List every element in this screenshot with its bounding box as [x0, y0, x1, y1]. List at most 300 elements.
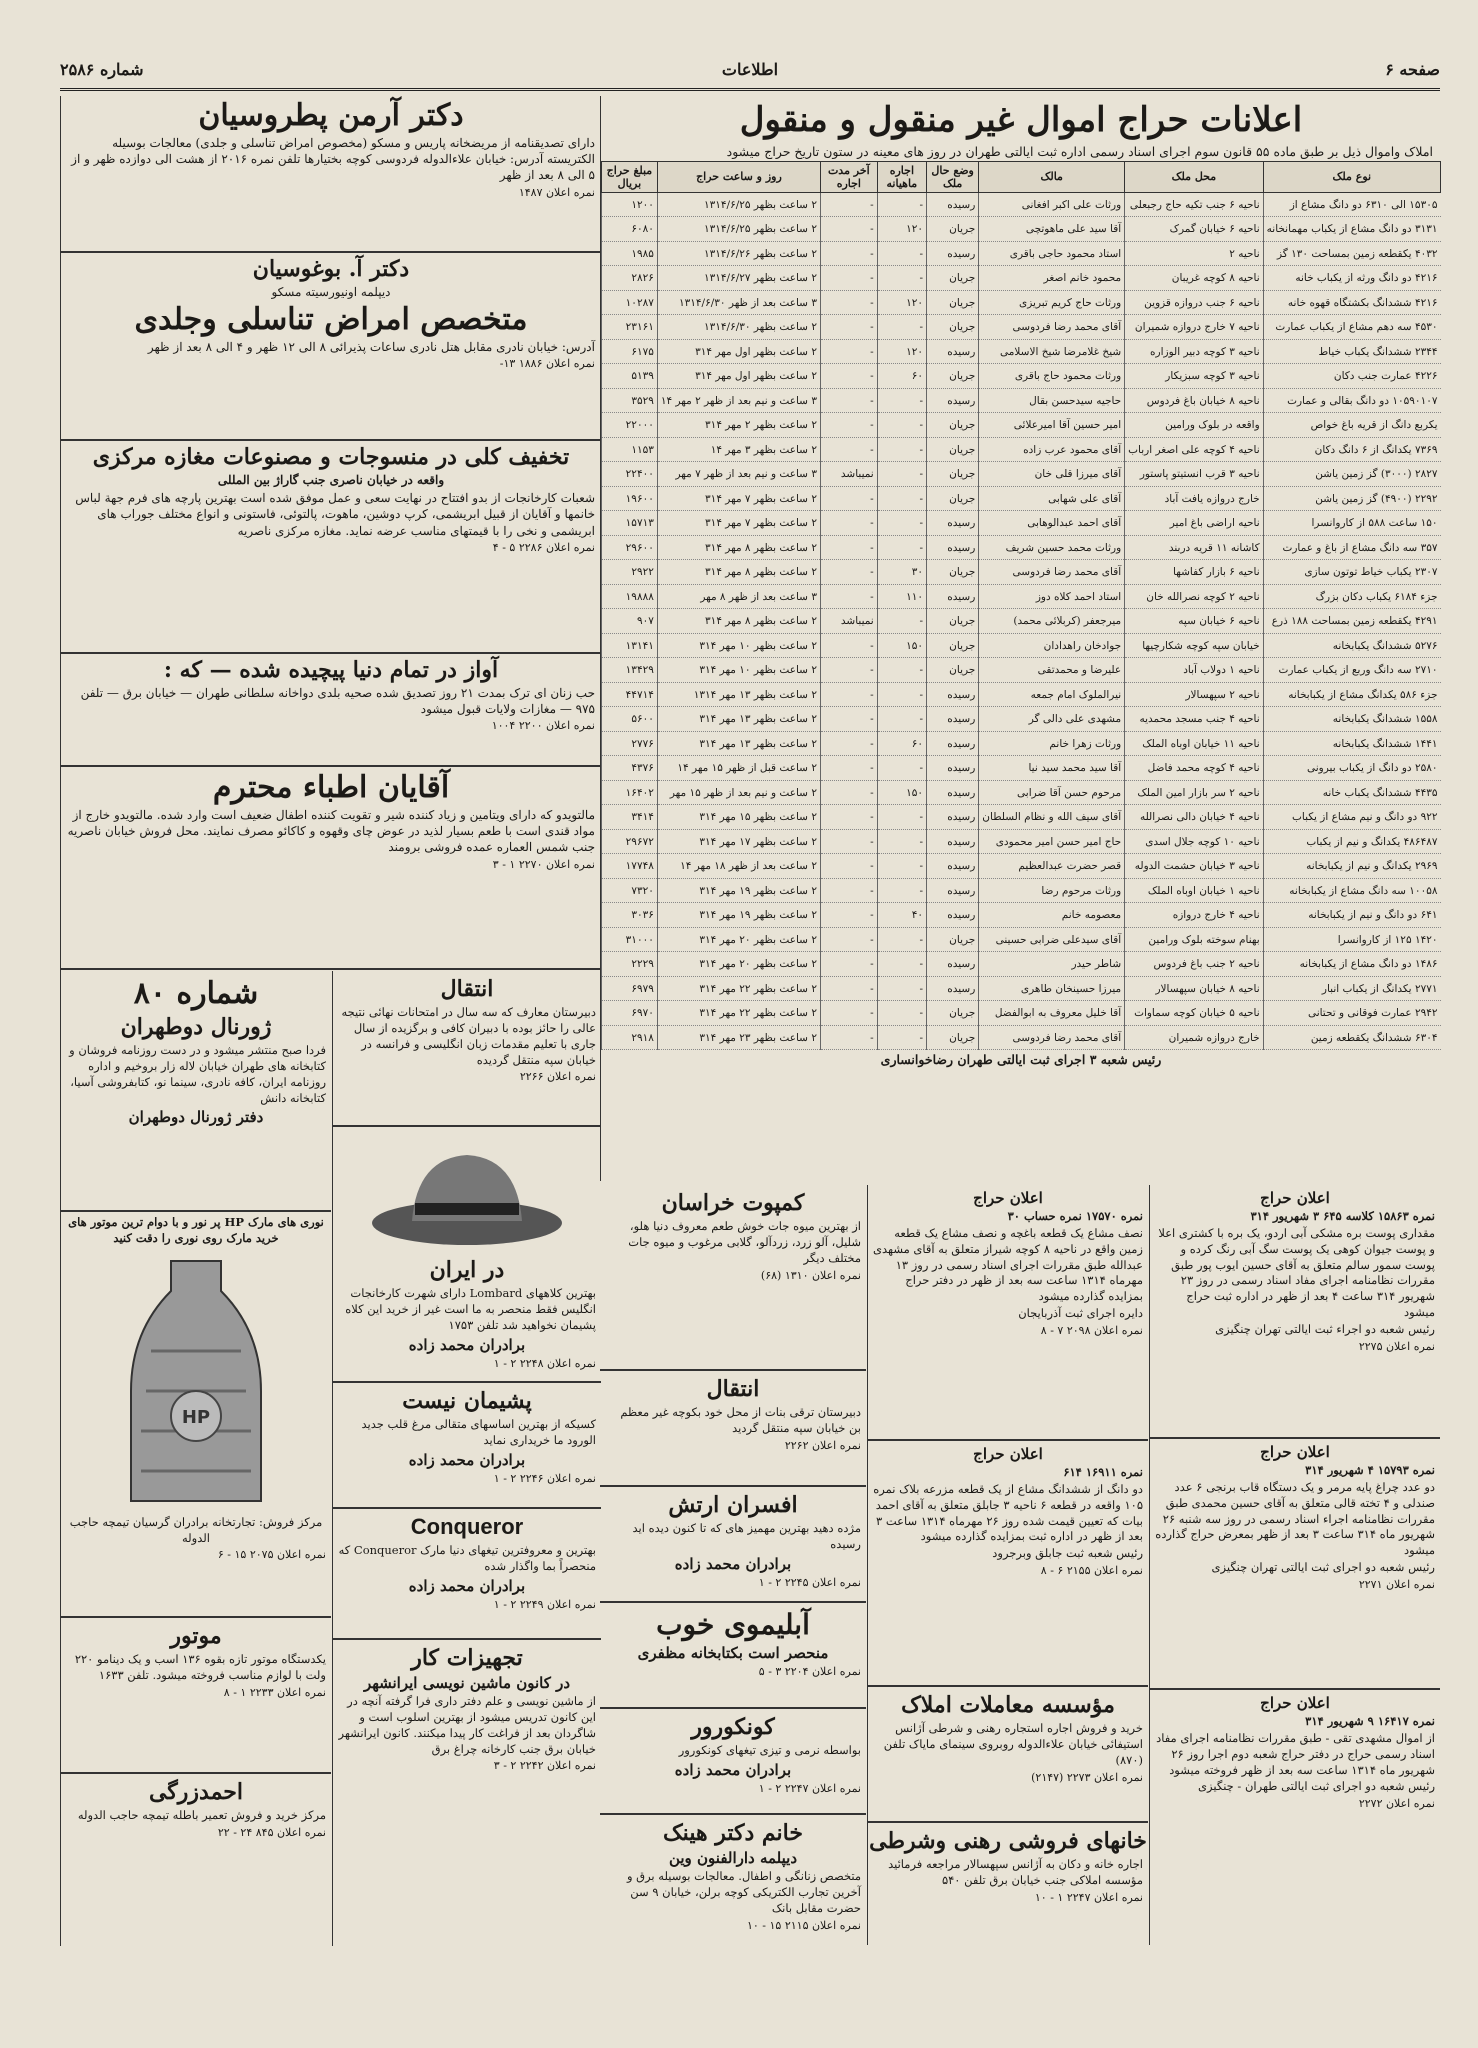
ad-body: اجاره خانه و دکان به آژانس سپهسالار مراجعه فرمائید مؤسسه املاکی جنب خیابان برق تلفن ۵۴۰ — [888, 1857, 1143, 1887]
ad-code: ۳ - ۵ — [758, 1665, 782, 1678]
auction-cell: آقای سیدعلی ضرابی حسینی — [979, 927, 1125, 952]
auction-column-header: آخر مدت اجاره — [820, 161, 877, 192]
auction-cell: امیر حسین آقا امیرعلائی — [979, 413, 1125, 438]
auction-cell: حاجیه سیدحسن بقال — [979, 388, 1125, 413]
ad-real-estate — [868, 1687, 1148, 1823]
ad-auction-5 — [868, 1441, 1148, 1687]
ad-title: تجهیزات کار — [411, 1645, 523, 1671]
grid-col-middle — [867, 1185, 1148, 1945]
ad-body: از اموال مشهدی تقی - طبق مقررات نظامنامه اجرای مفاد اسناد رسمی حراج در دفتر حراج شعبه دوم اجرا روز ۲۶ شهریور ماه ۱۳۱۴ ساعت سه بعد از ظهر فروخته میشود — [1156, 1730, 1435, 1777]
auction-cell: واقعه در بلوک ورامین — [1125, 413, 1263, 438]
auction-cell: جریان — [927, 1001, 979, 1026]
auction-cell: ۱۲۰ — [877, 217, 926, 242]
ad-transfer-1 — [333, 971, 601, 1127]
auction-row — [602, 486, 1441, 511]
auction-row — [602, 560, 1441, 585]
ad-number: نمره اعلان ۲۰۹۸ — [1066, 1324, 1143, 1338]
auction-row — [602, 339, 1441, 364]
ad-title: اعلان حراج — [973, 1189, 1043, 1207]
auction-cell: ۲ ساعت بظهر ۳ مهر ۱۴ — [657, 437, 820, 462]
auction-column-header: روز و ساعت حراج — [657, 161, 820, 192]
ad-code: ۱ - ۳ — [492, 857, 516, 871]
auction-row — [602, 511, 1441, 536]
auction-cell: - — [877, 266, 926, 291]
ad-auction-4 — [868, 1185, 1148, 1441]
auction-cell: - — [820, 878, 877, 903]
auction-cell: ناحیه ۴ خیابان دالی نصرالله — [1125, 805, 1263, 830]
auction-cell: ۹۰۷ — [602, 609, 658, 634]
ad-subtitle: واقعه در خیابان ناصری جنب گاراژ بین المللی — [217, 473, 445, 487]
auction-cell: جزء ۶۱۸۴ یکباب دکان بزرگ — [1263, 584, 1440, 609]
auction-cell: ۲ ساعت بظهر ۸ مهر ۳۱۴ — [657, 535, 820, 560]
auction-cell: آقای محمد رضا فردوسی — [979, 560, 1125, 585]
auction-column-header: اجاره ماهیانه — [877, 161, 926, 192]
auction-cell: نمیباشد — [820, 462, 877, 487]
ad-code: ۲ - ۱ — [758, 1781, 782, 1795]
auction-cell: - — [877, 927, 926, 952]
ad-title: پشیمان نیست — [402, 1388, 532, 1414]
auction-intro: املاک واموال ذیل بر طبق ماده ۵۵ قانون سوم اجرای اسناد رسمی اداره ثبت ایالتی طهران در روز های معینه در ستون تاریخ حراج میشود — [726, 144, 1433, 159]
auction-cell: ۲۷۱۰ سه دانگ وربع از یکباب عمارت — [1263, 658, 1440, 683]
auction-cell: آقا سید محمد سید نیا — [979, 756, 1125, 781]
auction-cell: جزء ۵۸۶ یکدانگ مشاع از یکبابخانه — [1263, 682, 1440, 707]
ad-journal: ژورنال دوطهران — [120, 1014, 272, 1040]
auction-cell: رسیده — [927, 535, 979, 560]
ad-brand: برادران محمد زاده — [674, 1760, 792, 1779]
auction-cell: ناحیه ۶ جنب دروازه قزوین — [1125, 290, 1263, 315]
ad-code: ۷ - ۸ — [1040, 1324, 1064, 1338]
auction-row — [602, 364, 1441, 389]
auction-cell: ۳ ساعت و نیم بعد از ظهر ۲ مهر ۱۴ — [657, 388, 820, 413]
auction-cell: - — [820, 413, 877, 438]
ad-number: نمره اعلان ۲۲۴۲ — [519, 1759, 596, 1773]
auction-cell: ناحیه ۳ کوچه سبزیکار — [1125, 364, 1263, 389]
auction-cell: محمود خانم اصغر — [979, 266, 1125, 291]
auction-cell: ۷۳۲۰ — [602, 878, 658, 903]
auction-cell: ۲۹۶۷۲ — [602, 829, 658, 854]
auction-cell: ۱۴۴۱ ششدانگ یکبابخانه — [1263, 731, 1440, 756]
ad-armen — [61, 96, 601, 253]
auction-cell: - — [877, 486, 926, 511]
auction-cell: جریان — [927, 658, 979, 683]
auction-cell: ۱۴۸۶ دو دانگ مشاع از یکبابخانه — [1263, 952, 1440, 977]
auction-cell: ناحیه ۱ خیابان اوباه الملک — [1125, 878, 1263, 903]
auction-cell: ۲ ساعت بظهر ۱۵ مهر ۳۱۴ — [657, 805, 820, 830]
auction-cell: - — [820, 339, 877, 364]
auction-row — [602, 829, 1441, 854]
auction-row — [602, 658, 1441, 683]
auction-cell: ۱۷۷۴۸ — [602, 854, 658, 879]
ad-code: ۲ - ۱ — [493, 1356, 517, 1370]
auction-cell: ۴۴۳۵ ششدانگ یکباب خانه — [1263, 780, 1440, 805]
ad-title: خانم دکتر هینک — [662, 1820, 803, 1846]
ad-title: افسران ارتش — [668, 1492, 798, 1518]
auction-cell: ۲ ساعت بظهر ۱۳ مهر ۱۳۱۴ — [657, 682, 820, 707]
auction-cell: ناحیه ۳ خیابان حشمت الدوله — [1125, 854, 1263, 879]
auction-row — [602, 535, 1441, 560]
ad-ahmad — [61, 1774, 331, 1928]
auction-column-header: نوع ملک — [1263, 161, 1440, 192]
auction-cell: - — [877, 1001, 926, 1026]
ad-number: نمره اعلان ۸۴۵ — [255, 1825, 326, 1839]
ad-brand: برادران محمد زاده — [408, 1335, 526, 1354]
auction-cell: ناحیه ۶ جنب تکیه حاج رجبعلی — [1125, 192, 1263, 217]
ad-title: دکتر آ. بوغوسیان — [252, 256, 410, 282]
ad-head: نمره ۱۵۸۶۳ کلاسه ۶۴۵ ۳ شهریور ۳۱۴ — [1250, 1209, 1435, 1223]
auction-title: اعلانات حراج اموال غیر منقول و منقول — [739, 100, 1303, 140]
auction-cell: ۱۵۷۱۳ — [602, 511, 658, 536]
auction-cell: ۲ ساعت بظهر ۷ مهر ۳۱۴ — [657, 511, 820, 536]
auction-cell: ۱۹۸۵ — [602, 241, 658, 266]
auction-cell: ۲ ساعت بظهر ۱۰ مهر ۳۱۴ — [657, 658, 820, 683]
ad-auction-1 — [1150, 1185, 1440, 1439]
auction-cell: ناحیه ۱۱ خیابان اوباه الملک — [1125, 731, 1263, 756]
auction-cell: علیرضا و محمدتقی — [979, 658, 1125, 683]
auction-cell: ۶۳۰۴ ششدانگ یکقطعه زمین — [1263, 1025, 1440, 1050]
ad-number: نمره اعلان ۲۲۳۳ — [249, 1685, 326, 1699]
auction-cell: ۲۳۴۴ ششدانگ یکباب خیاط — [1263, 339, 1440, 364]
auction-cell: ۲ ساعت و نیم بعد از ظهر ۱۵ مهر — [657, 780, 820, 805]
ad-discount — [61, 442, 601, 654]
ad-body: یکدستگاه موتور تازه بقوه ۱۳۶ اسب و یک دینامو ۲۲۰ ولت با لوازم مناسب فروخته میشود. تلفن ۱۶۳۳ — [74, 1652, 326, 1682]
auction-cell: جریان — [927, 560, 979, 585]
ad-title: در ایران — [429, 1257, 505, 1283]
auction-cell: ۲ ساعت بظهر ۱۳ مهر ۳۱۴ — [657, 707, 820, 732]
auction-cell: ۱۵۳۰۵ الی ۶۳۱۰ دو دانگ مشاع از — [1263, 192, 1440, 217]
auction-cell: ناحیه ۳ کوچه دبیر الوزاره — [1125, 339, 1263, 364]
auction-cell: - — [877, 388, 926, 413]
ad-body: مالتویدو که دارای ویتامین و زیاد کننده شیر و تقویت کننده اطفال ضعیف است وارد شده. مالتویدو خارج از مواد قندی است با طعم بسیار لذید در عوض چای وقهوه و کاکائو مصرف نمایند. محل فروش خیابان ناصریه جنب شمس العماره عمده فروشی برومند — [67, 808, 595, 855]
auction-cell: رسیده — [927, 584, 979, 609]
auction-cell: ۹۲۲ دو دانگ و نیم مشاع از یکباب — [1263, 805, 1440, 830]
auction-cell: ۵۱۳۹ — [602, 364, 658, 389]
ad-number: نمره اعلان ۲۱۱۵ — [784, 1918, 861, 1932]
auction-row — [602, 731, 1441, 756]
ad-code: (۲۱۴۷) — [1031, 1770, 1064, 1784]
auction-cell: آقای محمد رضا فردوسی — [979, 1025, 1125, 1050]
ad-code: (۶۸) — [760, 1268, 782, 1282]
auction-cell: ۲ ساعت بظهر ۱۹ مهر ۳۱۴ — [657, 878, 820, 903]
auction-cell: ناحیه ۶ خیابان گمرک — [1125, 217, 1263, 242]
ad-code: ۲ - ۱ — [493, 1471, 517, 1485]
ad-dr-hinek — [600, 1815, 866, 1969]
auction-cell: ناحیه ۱ دولاب آباد — [1125, 658, 1263, 683]
auction-cell: ۲ ساعت بظهر اول مهر ۳۱۴ — [657, 364, 820, 389]
auction-cell: رسیده — [927, 854, 979, 879]
ad-sign: دایره اجرای ثبت آذربایجان — [1018, 1306, 1143, 1321]
auction-cell: - — [877, 609, 926, 634]
ad-number: نمره اعلان ۲۲۴۵ — [784, 1575, 861, 1589]
auction-cell: - — [820, 266, 877, 291]
auction-cell: جریان — [927, 927, 979, 952]
auction-cell: ۲ ساعت بظهر ۱۳۱۴/۶/۳۰ — [657, 315, 820, 340]
auction-cell: ۳۰۳۶ — [602, 903, 658, 928]
ad-title: احمدزرگی — [148, 1779, 244, 1805]
auction-cell: ۳ ساعت بعد از ظهر ۱۳۱۴/۶/۳۰ — [657, 290, 820, 315]
auction-cell: - — [877, 462, 926, 487]
ad-code: ۱۵ - ۱۰ — [746, 1918, 782, 1932]
auction-cell: - — [820, 560, 877, 585]
ad-sign: رئیس شعبه دو اجراء ثبت ایالتی تهران چنگیزی — [1215, 1322, 1435, 1337]
ad-office: دفتر ژورنال دوطهران — [128, 1108, 264, 1127]
ad-number: نمره اعلان ۲۲۴۶ — [519, 1471, 596, 1485]
auction-cell: - — [877, 1025, 926, 1050]
ad-title: دکتر آرمن پطروسیان — [198, 98, 464, 133]
auction-cell: - — [820, 437, 877, 462]
ad-hp-bulb — [61, 1212, 331, 1618]
ad-title: اعلان حراج — [1260, 1694, 1330, 1712]
auction-cell: استاد احمد کلاه دوز — [979, 584, 1125, 609]
auction-cell: آقای علی شهابی — [979, 486, 1125, 511]
ad-body: خرید و فروش اجاره استجاره رهنی و شرطی آژانس استیفائی خیابان علاءالدوله روبروی سینمای مایاک تلفن (۸۷۰) — [883, 1721, 1143, 1767]
auction-cell: رسیده — [927, 707, 979, 732]
auction-cell: - — [877, 682, 926, 707]
auction-cell: ۶۰ — [877, 364, 926, 389]
auction-cell: ۲ ساعت بظهر ۲ مهر ۳۱۴ — [657, 413, 820, 438]
auction-cell: - — [877, 976, 926, 1001]
auction-cell: ناحیه ۲ — [1125, 241, 1263, 266]
auction-column-header: مبلغ حراج بریال — [602, 161, 658, 192]
ad-code: ۶ - ۸ — [1040, 1564, 1064, 1578]
auction-cell: رسیده — [927, 829, 979, 854]
auction-cell: ۲ ساعت بظهر ۱۳۱۴/۶/۲۷ — [657, 266, 820, 291]
ad-body: شعبات کارخانجات از بدو افتتاح در نهایت سعی و عمل موفق شده است بهترین پارچه های فرم جهة لباس خانمها و آقایان از قبیل ابریشمی، کرپ دوشین، ماهوت، پالتوئی، فاستونی و انواع مختلف جوراب های ابریشمی و نخی را با قیمتهای مناسب عرضه نماید. مغازه مرکزی ناصریه — [75, 491, 595, 538]
auction-cell: ناحیه ۸ کوچه غریبان — [1125, 266, 1263, 291]
ad-code: ۱ - ۸ — [223, 1685, 247, 1699]
auction-cell: رسیده — [927, 805, 979, 830]
auction-cell: - — [877, 511, 926, 536]
ad-body: حب زنان ای ترک بمدت ۲۱ روز تصدیق شده صحیه بلدی دواخانه سلطانی طهران — خیابان برق — تلفن ۹۷۵ — مغازات ولایات قبول میشود — [80, 686, 595, 717]
auction-cell: - — [877, 315, 926, 340]
auction-cell: ۴۲۱۶ ششدانگ بکشتگاه قهوه خانه — [1263, 290, 1440, 315]
auction-cell: ۳۱۳۱ دو دانگ مشاع از یکباب مهمانخانه — [1263, 217, 1440, 242]
ad-code: ۱۵ - ۶ — [217, 1548, 247, 1562]
auction-column-header: مالک — [979, 161, 1125, 192]
auction-cell: ۴۲۹۱ یکقطعه زمین بمساحت ۱۸۸ ذرع — [1263, 609, 1440, 634]
auction-cell: ۶۱۷۵ — [602, 339, 658, 364]
ad-body: فردا صبح منتشر میشود و در دست روزنامه فروشان و کتابخانه های طهران خیابان لاله زار بروخیم و اداره روزنامه ایران، کافه نادری، سینما نو، کتابفروشی آسیا، کتابخانه دانش — [69, 1043, 326, 1105]
auction-cell: ورثات زهرا خانم — [979, 731, 1125, 756]
auction-row — [602, 462, 1441, 487]
auction-cell: ۲۲۹۲ (۴۹۰۰) گز زمین یاشن — [1263, 486, 1440, 511]
ad-voice — [61, 655, 601, 767]
left-ads-column — [60, 96, 601, 1946]
auction-row — [602, 290, 1441, 315]
hat-icon — [367, 1133, 567, 1253]
auction-cell: آقای سیف الله و نظام السلطان — [979, 805, 1125, 830]
auction-cell: ورثات حاج کریم تبریزی — [979, 290, 1125, 315]
auction-cell: ۲۹۶۰۰ — [602, 535, 658, 560]
ad-conqueror — [333, 1509, 601, 1640]
ad-brand: برادران محمد زاده — [408, 1450, 526, 1469]
auction-cell: - — [820, 780, 877, 805]
ad-boghosian — [61, 254, 601, 441]
auction-cell: ۴۲۲۶ عمارت جنب دکان — [1263, 364, 1440, 389]
ad-title: کمپوت خراسان — [661, 1190, 805, 1216]
auction-cell: - — [820, 192, 877, 217]
auction-cell: ۱۶۴۰۲ — [602, 780, 658, 805]
ad-number: نمره اعلان ۱۸۸۶ — [518, 357, 595, 371]
ad-title: آبلیموی خوب — [656, 1608, 810, 1641]
auction-cell: رسیده — [927, 682, 979, 707]
auction-cell: ۳۵۷ سه دانگ مشاع از باغ و عمارت — [1263, 535, 1440, 560]
auction-cell: - — [877, 535, 926, 560]
ad-houses-sale — [868, 1823, 1148, 1952]
ad-title: اعلان حراج — [973, 1445, 1043, 1463]
ad-number: نمره اعلان ۲۲۰۴ — [784, 1665, 861, 1678]
auction-cell: جریان — [927, 633, 979, 658]
auction-cell: ۱۲۰۰ — [602, 192, 658, 217]
auction-cell: - — [820, 1001, 877, 1026]
auction-cell: ۲۳۱۶۱ — [602, 315, 658, 340]
auction-cell: ۲ ساعت قبل از ظهر ۱۵ مهر ۱۴ — [657, 756, 820, 781]
auction-cell: میرزا حسینخان طاهری — [979, 976, 1125, 1001]
newspaper-name: اطلاعات — [721, 60, 779, 79]
ad-body: مژده دهید بهترین مهمیز های که تا کنون دیده اید رسیده — [632, 1521, 861, 1551]
auction-cell: رسیده — [927, 976, 979, 1001]
auction-row — [602, 805, 1441, 830]
ad-body: کسیکه از بهترین اساسهای متقالی مرغ قلب جدید الورود ما خریداری نماید — [361, 1417, 596, 1447]
auction-cell: - — [877, 952, 926, 977]
auction-cell: - — [820, 633, 877, 658]
auction-cell: ۴۰ — [877, 903, 926, 928]
auction-cell: ۲ ساعت بظهر ۲۰ مهر ۳۱۴ — [657, 927, 820, 952]
auction-cell: جریان — [927, 462, 979, 487]
auction-cell: - — [820, 952, 877, 977]
auction-cell: ۲ ساعت بظهر ۲۰ مهر ۳۱۴ — [657, 952, 820, 977]
auction-cell: استاد محمود حاجی باقری — [979, 241, 1125, 266]
auction-cell: ۲۹۱۸ — [602, 1025, 658, 1050]
ad-code: ۲ - ۱ — [758, 1575, 782, 1589]
ad-code: ۲ - ۱ — [493, 1597, 517, 1611]
auction-section — [600, 96, 1441, 1181]
left-inner-right — [332, 971, 601, 1946]
auction-cell: ۲۷۷۱ یکدانگ از یکباب انبار — [1263, 976, 1440, 1001]
auction-cell: - — [820, 805, 877, 830]
auction-cell: جریان — [927, 1025, 979, 1050]
auction-cell: ۲ ساعت بظهر ۱۳۱۴/۶/۲۵ — [657, 217, 820, 242]
ad-title: شماره ۸۰ — [133, 976, 259, 1011]
auction-cell: ۲۷۷۶ — [602, 731, 658, 756]
ad-number: نمره اعلان ۲۱۵۵ — [1066, 1564, 1143, 1578]
auction-cell: ۳ ساعت و نیم بعد از ظهر ۷ مهر — [657, 462, 820, 487]
auction-cell: ۲ ساعت بظهر ۲۲ مهر ۳۱۴ — [657, 976, 820, 1001]
auction-cell: قصر حضرت عبدالعظیم — [979, 854, 1125, 879]
auction-cell: رسیده — [927, 952, 979, 977]
auction-cell: ۲ ساعت بظهر ۸ مهر ۳۱۴ — [657, 560, 820, 585]
auction-cell: ۳۵۲۹ — [602, 388, 658, 413]
auction-cell: ۲ ساعت بظهر ۱۹ مهر ۳۱۴ — [657, 903, 820, 928]
auction-cell: رسیده — [927, 192, 979, 217]
auction-cell: ۱۵۰ — [877, 633, 926, 658]
auction-row — [602, 952, 1441, 977]
auction-cell: ناحیه ۴ جنب مسجد محمدیه — [1125, 707, 1263, 732]
auction-cell: کاشانه ۱۱ قریه دربند — [1125, 535, 1263, 560]
auction-cell: ناحیه ۲ سر بازار امین الملک — [1125, 780, 1263, 805]
auction-row — [602, 192, 1441, 217]
ad-specialty: متخصص امراض تناسلی وجلدی — [134, 302, 528, 338]
auction-cell: ۴۵۳۰ سه دهم مشاع از یکباب عمارت — [1263, 315, 1440, 340]
ad-title: کونکورور — [691, 1714, 775, 1740]
ad-number: نمره اعلان ۲۲۴۹ — [519, 1597, 596, 1611]
auction-cell: ۴۰۳۲ یکقطعه زمین بمساحت ۱۳۰ گز — [1263, 241, 1440, 266]
auction-row — [602, 388, 1441, 413]
auction-cell: ۲ ساعت بظهر ۱۳ مهر ۳۱۴ — [657, 731, 820, 756]
auction-cell: جریان — [927, 413, 979, 438]
auction-row — [602, 682, 1441, 707]
auction-cell: ناحیه ۸ خیابان باغ فردوس — [1125, 388, 1263, 413]
auction-cell: ۱۱۵۳ — [602, 437, 658, 462]
auction-row — [602, 780, 1441, 805]
auction-cell: آقا خلیل معروف به ابوالفضل — [979, 1001, 1125, 1026]
auction-cell: - — [877, 829, 926, 854]
ad-body: دو دانگ از ششدانگ مشاع از یک قطعه مزرعه بلاک نمره ۱۰۵ واقعه در قطعه ۶ ناحیه ۳ جابلق متعلق به آقای احمد بیات که تعیین قیمت شده روز ۲۶ مهرماه ۱۳۱۴ ساعت ۳ بعد از ظهر در اداره ثبت بمزایده گذارده میشود — [873, 1481, 1143, 1544]
ad-head: نمره ۱۶۹۱۱ ۶۱۴ — [1063, 1465, 1143, 1479]
auction-cell: حاج امیر حسن امیر محمودی — [979, 829, 1125, 854]
auction-cell: ۲۹۲۲ — [602, 560, 658, 585]
auction-cell: - — [820, 217, 877, 242]
auction-cell: خارج دروازه یافت آباد — [1125, 486, 1263, 511]
auction-cell: ورثات محمود حاج باقری — [979, 364, 1125, 389]
ad-title: Conqueror — [410, 1514, 524, 1539]
auction-cell: ۴۲۱۶ دو دانگ ورثه از یکباب خانه — [1263, 266, 1440, 291]
auction-cell: ۱۵۰ — [877, 780, 926, 805]
auction-cell: ۱۰۲۸۷ — [602, 290, 658, 315]
auction-cell: ۴۸۶۴۸۷ یکدانگ و نیم از یکباب — [1263, 829, 1440, 854]
auction-row — [602, 437, 1441, 462]
auction-column-header: محل ملک — [1125, 161, 1263, 192]
auction-cell: بهنام سوخته بلوک ورامین — [1125, 927, 1263, 952]
auction-cell: ۱۲۰ — [877, 290, 926, 315]
ad-head: نمره ۱۵۷۹۳ ۴ شهریور ۳۱۴ — [1305, 1463, 1435, 1477]
ad-number: نمره اعلان ۲۲۷۲ — [1358, 1797, 1435, 1811]
auction-cell: ۶۴۱ دو دانگ و نیم از یکبابخانه — [1263, 903, 1440, 928]
ad-number: نمره اعلان ۱۴۸۷ — [518, 185, 595, 199]
ad-body: بهترین کلاههای Lombard دارای شهرت کارخانجات انگلیس فقط منحصر به ما است غیر از خرید این کلاه پشیمان نخواهید شد تلفن ۱۷۵۳ — [345, 1286, 596, 1332]
ad-number: نمره اعلان ۲۲۶۶ — [519, 1070, 596, 1084]
auction-cell: ۲ ساعت بظهر ۱۷ مهر ۳۱۴ — [657, 829, 820, 854]
auction-cell: ۱۲۰ — [877, 339, 926, 364]
auction-cell: - — [877, 805, 926, 830]
auction-cell: شاطر حیدر — [979, 952, 1125, 977]
ad-title: نوری های مارک HP پر نور و با دوام ترین موتور های خرید مارک روی نوری را دقت کنید — [68, 1215, 324, 1245]
ad-subtitle: در کانون ماشین نویسی ایرانشهر — [363, 1674, 571, 1692]
ad-title: آقایان اطباء محترم — [212, 770, 450, 805]
auction-cell: جوادخان راهدادان — [979, 633, 1125, 658]
grid-col-left — [600, 1185, 866, 1945]
auction-cell: رسیده — [927, 756, 979, 781]
auction-cell: - — [820, 535, 877, 560]
ad-brand: برادران محمد زاده — [674, 1554, 792, 1573]
auction-row — [602, 633, 1441, 658]
ad-brand: برادران محمد زاده — [408, 1576, 526, 1595]
ad-title: انتقال — [706, 1376, 760, 1402]
ad-subtitle: دیپلمه اونیورسیته مسکو — [271, 285, 391, 299]
ad-lemon — [600, 1603, 866, 1709]
auction-cell: ۲۲۰۰۰ — [602, 413, 658, 438]
auction-cell: آقا سید علی ماهوتچی — [979, 217, 1125, 242]
ad-number: نمره اعلان ۲۲۴۸ — [519, 1356, 596, 1370]
auction-row — [602, 413, 1441, 438]
auction-cell: - — [820, 290, 877, 315]
auction-cell: - — [877, 241, 926, 266]
auction-cell: ناحیه ۶ بازار کفاشها — [1125, 560, 1263, 585]
auction-cell: - — [820, 388, 877, 413]
auction-row — [602, 903, 1441, 928]
auction-cell: ۳۰ — [877, 560, 926, 585]
ad-sign: رئیس شعبه ثبت جابلق وبرجرود — [992, 1546, 1143, 1561]
auction-cell: آقای میرزا قلی خان — [979, 462, 1125, 487]
